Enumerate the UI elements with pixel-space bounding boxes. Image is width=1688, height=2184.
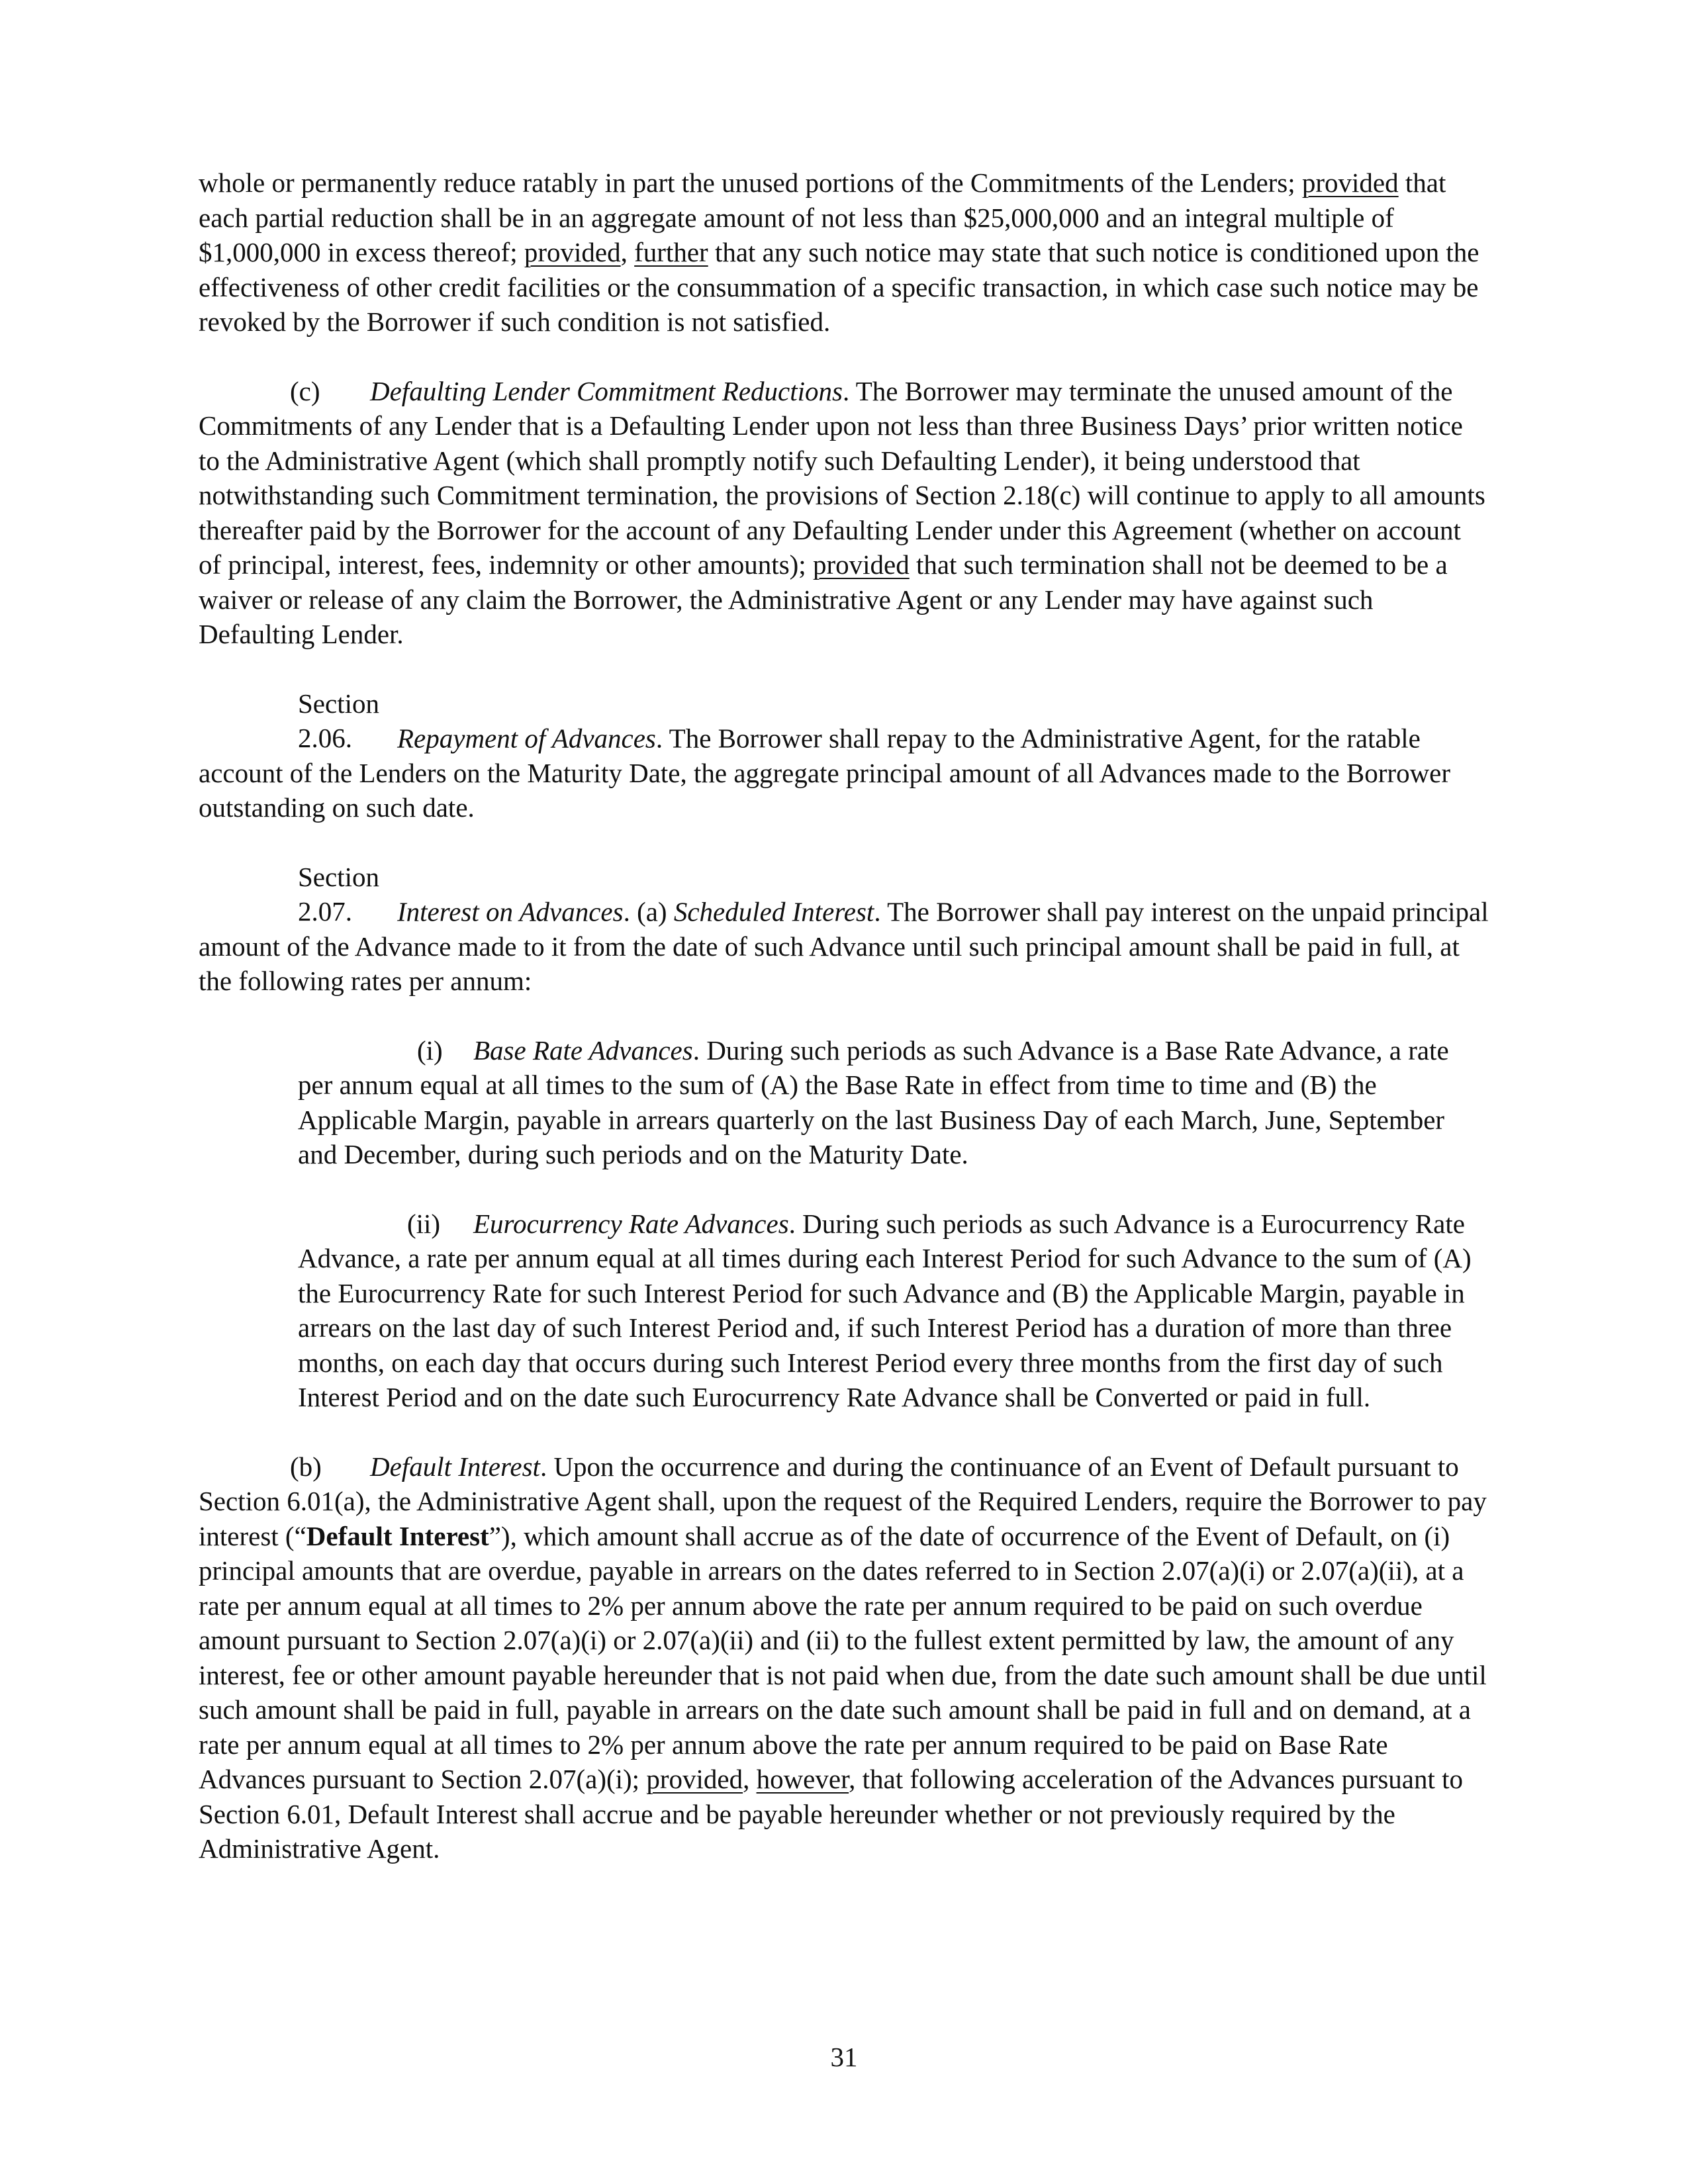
underlined-term: provided	[812, 549, 910, 580]
text: ,	[620, 237, 635, 267]
text: . (a)	[623, 896, 674, 927]
text: that such termination shall not be deemed to be a waiver or release of any claim the Borrower, the Administrative Agent or any Lender may have against such Defaulting Lender.	[199, 549, 1448, 649]
underlined-term: provided	[524, 237, 621, 267]
paragraph-number: (ii)	[407, 1208, 441, 1239]
text: . The Borrower may terminate the unused amount of the Commitments of any Lender that is a Defaulting Lender upon not less than three Business Days’ prior written notice to the Administrative Agent (which shall promptly notify such Defaulting Lender), it being understood that notwithstanding such Commitment termination, the provisions of Section 2.18(c) will continue to apply to all amounts thereafter paid by the Borrower for the account of any Defaulting Lender under this Agreement (whether on account of principal, interest, fees, indemnity or other amounts);	[199, 375, 1485, 580]
paragraph-heading: Eurocurrency Rate Advances	[473, 1208, 789, 1239]
paragraph-number: (b)	[290, 1451, 322, 1482]
section-heading: Repayment of Advances	[397, 723, 656, 753]
text: . During such periods as such Advance is a Base Rate Advance, a rate per annum equal at all times to the sum of (A) the Base Rate in effect from time to time and (B) the Applicable Margin, payable in arrears quarterly on the last Business Day of each March, June, September and December, during such periods and on the Maturity Date.	[298, 1034, 1449, 1169]
section-2-07	[199, 860, 1489, 999]
underlined-term: provided	[1301, 167, 1399, 198]
text: ”), which amount shall accrue as of the date of occurrence of the Event of Default, on (i) principal amounts that are overdue, payable in arrears on the dates referred to in Section 2.07(a)(i) or 2.07(a)(ii), at a rate per annum equal at all times to 2% per annum above the rate per annum required to be paid on such overdue amount pursuant to Section 2.07(a)(i) or 2.07(a)(ii) and (ii) to the fullest extent permitted by law, the amount of any interest, fee or other amount payable hereunder that is not paid when due, from the date such amount shall be due until such amount shall be paid in full, payable in arrears on the date such amount shall be paid in full and on demand, at a rate per annum equal at all times to 2% per annum above the rate per annum required to be paid on Base Rate Advances pursuant to Section 2.07(a)(i);	[199, 1520, 1487, 1794]
paragraph-heading: Default Interest	[370, 1451, 540, 1482]
underlined-term: provided	[646, 1764, 743, 1794]
underlined-term: further	[634, 237, 708, 267]
paragraph-default-interest	[199, 1449, 1489, 1866]
text: that each partial reduction shall be in an aggregate amount of not less than $25,000,000 and an integral multiple of $1,000,000 in excess thereof;	[199, 167, 1446, 267]
subparagraph-eurocurrency-rate	[298, 1206, 1489, 1415]
section-number: Section 2.07.	[298, 861, 379, 927]
section-heading: Interest on Advances	[397, 896, 624, 927]
subparagraph-base-rate	[298, 1033, 1489, 1172]
text: whole or permanently reduce ratably in part the unused portions of the Commitments of the Lenders;	[199, 167, 1302, 198]
text: . The Borrower shall repay to the Administrative Agent, for the ratable account of the Lenders on the Maturity Date, the aggregate principal amount of all Advances made to the Borrower outstanding on such date.	[199, 723, 1451, 823]
text: , that following acceleration of the Advances pursuant to Section 6.01, Default Interest shall accrue and be payable hereunder whether or not previously required by the Administrative Agent.	[199, 1764, 1464, 1864]
section-2-06	[199, 686, 1489, 825]
page-number: 31	[830, 2042, 858, 2072]
paragraph-number: (c)	[290, 375, 320, 406]
document-page	[199, 165, 1489, 1901]
underlined-term: however	[756, 1764, 849, 1794]
text: ,	[743, 1764, 757, 1794]
text: . Upon the occurrence and during the continuance of an Event of Default pursuant to Section 6.01(a), the Administrative Agent shall, upon the request of the Required Lenders, require the Borrower to pay interest (“	[199, 1451, 1487, 1551]
section-number: Section 2.06.	[298, 688, 379, 753]
text: that any such notice may state that such notice is conditioned upon the effectiveness of other credit facilities or the consummation of a specific transaction, in which case such notice may be revoked by the Borrower if such condition is not satisfied.	[199, 237, 1479, 337]
text: . The Borrower shall pay interest on the unpaid principal amount of the Advance made to it from the date of such Advance until such principal amount shall be paid in full, at the following rates per annum:	[199, 896, 1489, 996]
defined-term: Default Interest	[306, 1520, 489, 1551]
subsection-heading: Scheduled Interest	[673, 896, 874, 927]
text: . During such periods as such Advance is a Eurocurrency Rate Advance, a rate per annum equal at all times during each Interest Period for such Advance to the sum of (A) the Eurocurrency Rate for such Interest Period for such Advance and (B) the Applicable Margin, payable in arrears on the last day of such Interest Period and, if such Interest Period has a duration of more than three months, on each day that occurs during such Interest Period every three months from the first day of such Interest Period and on the date such Eurocurrency Rate Advance shall be Converted or paid in full.	[298, 1208, 1472, 1412]
paragraph-commitment-reduction-continued	[199, 165, 1489, 340]
paragraph-heading: Base Rate Advances	[473, 1034, 693, 1066]
paragraph-heading: Defaulting Lender Commitment Reductions	[370, 375, 843, 406]
paragraph-defaulting-lender	[199, 374, 1489, 652]
paragraph-number: (i)	[417, 1034, 443, 1066]
